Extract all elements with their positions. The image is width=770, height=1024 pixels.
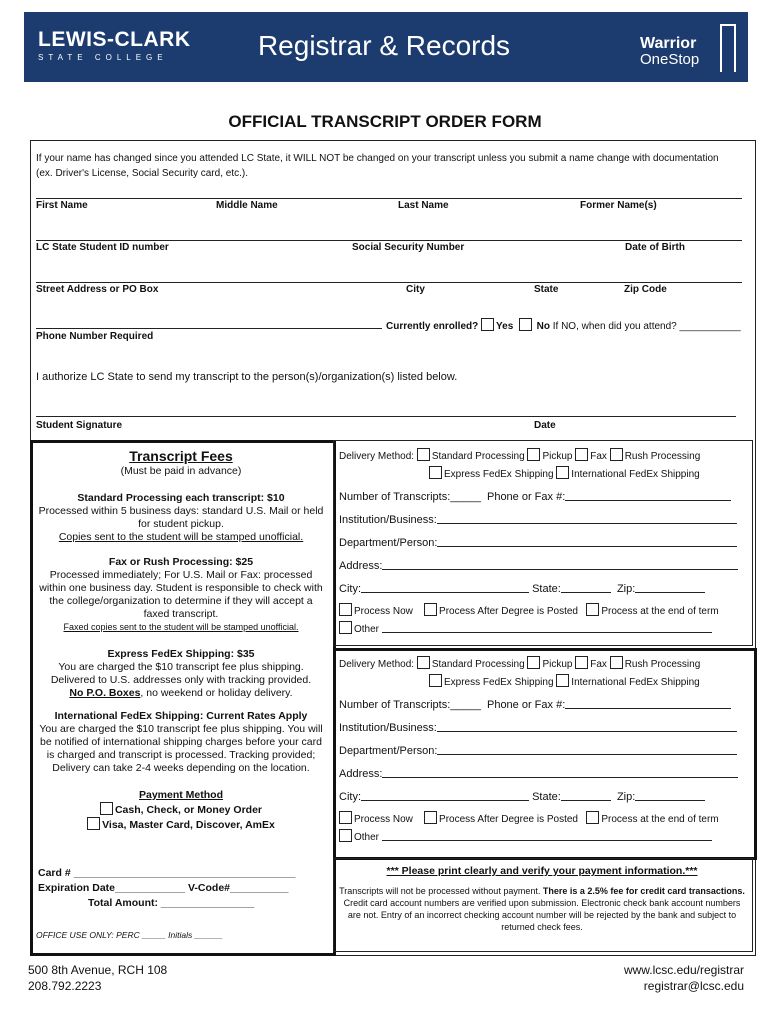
process-after-label-2: Process After Degree is Posted	[439, 814, 578, 825]
logo-sub: STATE COLLEGE	[38, 53, 168, 62]
rush-label-2: Rush Processing	[624, 659, 701, 670]
institution-field[interactable]	[437, 513, 737, 524]
institution-label-2: Institution/Business:	[339, 722, 437, 734]
other-field-2[interactable]	[382, 830, 712, 841]
card-label: Visa, Master Card, Discover, AmEx	[102, 819, 275, 831]
street-label: Street Address or PO Box	[36, 284, 159, 295]
num-label: Number of Transcripts:_____	[339, 491, 481, 503]
process-now-checkbox-2[interactable]	[339, 811, 352, 824]
student-id-label: LC State Student ID number	[36, 242, 169, 253]
logo-onestop: OneStop	[640, 51, 700, 68]
footer-street: 500 8th Avenue, RCH 108	[28, 963, 168, 977]
yes-label: Yes	[496, 321, 514, 332]
no-label: No	[536, 321, 550, 332]
delivery-method-label: Delivery Method:	[339, 451, 415, 462]
city-state-zip-row-2	[339, 790, 749, 803]
department-label: Department/Person:	[339, 537, 438, 549]
address-row	[339, 559, 749, 572]
pickup-checkbox-2[interactable]	[527, 656, 540, 669]
notice-body	[339, 885, 745, 933]
footer-address	[28, 962, 167, 994]
rush-title: Fax or Rush Processing: $25	[108, 556, 254, 568]
zip-label-1: Zip:	[616, 583, 636, 595]
intl-title: International FedEx Shipping: Current Rates Apply	[54, 710, 308, 722]
num-label-2: Number of Transcripts:_____	[339, 699, 481, 711]
process-end-label-2: Process at the end of term	[601, 814, 719, 825]
process-after-label: Process After Degree is Posted	[439, 606, 578, 617]
footer-phone: 208.792.2223	[28, 979, 102, 993]
pickup-checkbox[interactable]	[527, 448, 540, 461]
address-field-2[interactable]	[382, 767, 738, 778]
zip-field[interactable]	[635, 582, 705, 593]
intl-checkbox-2[interactable]	[556, 674, 569, 687]
state-label-2: State:	[532, 791, 561, 803]
pay-cash	[36, 802, 326, 817]
phone-fax-label: Phone or Fax #:	[486, 491, 566, 503]
state-field-2[interactable]	[561, 790, 611, 801]
form-title: OFFICIAL TRANSCRIPT ORDER FORM	[228, 112, 542, 131]
intro-text: If your name has changed since you attended LC State, it WILL NOT be changed on your transcript unless you submit a name change with documentation (ex. Driver's License, Social Security card, etc.).	[36, 153, 719, 179]
last-name-label: Last Name	[398, 200, 449, 211]
enrolled-label: Currently enrolled?	[386, 321, 479, 332]
intl-checkbox[interactable]	[556, 466, 569, 479]
signature-label: Student Signature	[36, 420, 123, 431]
pickup-label-2: Pickup	[542, 659, 573, 670]
rush-checkbox[interactable]	[610, 448, 623, 461]
fax-checkbox[interactable]	[575, 448, 588, 461]
delivery-shipping-row	[429, 466, 749, 480]
date-label: Date	[534, 420, 556, 431]
first-name-label: First Name	[36, 200, 88, 211]
process-now-label: Process Now	[354, 606, 413, 617]
currently-enrolled	[386, 318, 741, 332]
city-label: City	[406, 284, 425, 295]
process-end-checkbox[interactable]	[586, 603, 599, 616]
phone-fax-field[interactable]	[565, 490, 731, 501]
expiration: Expiration Date____________ V-Code#__________	[38, 882, 289, 894]
std-body: Processed within 5 business days: standard U.S. Mail or held for student pickup.	[38, 505, 324, 530]
delivery-shipping-row-2	[429, 674, 749, 688]
intl-label: International FedEx Shipping	[571, 469, 700, 480]
pay-card	[36, 817, 326, 832]
middle-name-label: Middle Name	[216, 200, 278, 211]
process-row-2	[339, 811, 749, 825]
card-number: Card # ______________________________________	[38, 867, 296, 879]
payment-title: Payment Method	[138, 789, 223, 801]
other-row-2	[339, 829, 749, 843]
zip-label: Zip Code	[624, 284, 667, 295]
lewis-clark-logo	[38, 28, 190, 62]
no-checkbox[interactable]	[519, 318, 532, 331]
standard-label: Standard Processing	[431, 451, 525, 462]
intl-body: You are charged the $10 transcript fee plus shipping. You will be notified of international shipping charges before your card is charged and transcript is processed. Tracking provided; Delivery can take 2-4 weeks depending on the location.	[39, 723, 323, 774]
address-field[interactable]	[382, 559, 738, 570]
fedex-checkbox[interactable]	[429, 466, 442, 479]
process-after-checkbox-2[interactable]	[424, 811, 437, 824]
fedex-title: Express FedEx Shipping: $35	[107, 648, 255, 660]
process-now-label-2: Process Now	[354, 814, 413, 825]
notice-body-2: Credit card account numbers are verified upon submission. Electronic check bank account numbers are not. Entry of an incorrect checking account number will be rejected by the bank and subject to returned check fees.	[343, 898, 741, 932]
dob-label: Date of Birth	[625, 242, 685, 253]
process-row	[339, 603, 749, 617]
state-label-1: State:	[532, 583, 561, 595]
no-po-boxes: No P.O. Boxes	[69, 687, 141, 699]
standard-checkbox[interactable]	[417, 448, 430, 461]
footer-web[interactable]: www.lcsc.edu/registrar	[623, 963, 744, 977]
intl-label-2: International FedEx Shipping	[571, 677, 700, 688]
process-end-checkbox-2[interactable]	[586, 811, 599, 824]
address-row-2	[339, 767, 749, 780]
department-row-2	[339, 744, 749, 757]
other-row	[339, 621, 749, 635]
fax-label: Fax	[590, 451, 607, 462]
footer-email[interactable]: registrar@lcsc.edu	[643, 979, 744, 993]
institution-field-2[interactable]	[437, 721, 737, 732]
zip-label-2: Zip:	[616, 791, 636, 803]
city-state-zip-row	[339, 582, 749, 595]
delivery-method-row	[339, 448, 749, 462]
zip-field-2[interactable]	[635, 790, 705, 801]
std-note: Copies sent to the student will be stamped unofficial.	[58, 531, 304, 543]
notice-body-1: Transcripts will not be processed without payment.	[339, 886, 543, 896]
notice-content	[339, 865, 745, 933]
card-checkbox[interactable]	[87, 817, 100, 830]
former-name-label: Former Name(s)	[580, 200, 657, 211]
process-after-checkbox[interactable]	[424, 603, 437, 616]
logo-warrior: Warrior	[640, 35, 697, 52]
fees-subtitle: (Must be paid in advance)	[120, 465, 242, 477]
cash-label: Cash, Check, or Money Order	[114, 804, 263, 816]
rush-checkbox-2[interactable]	[610, 656, 623, 669]
fedex-body-2-rest: , no weekend or holiday delivery.	[140, 687, 293, 699]
transcript-count-row	[339, 490, 749, 503]
address-label-2: Address:	[339, 768, 383, 780]
fax-checkbox-2[interactable]	[575, 656, 588, 669]
page-title: Registrar & Records	[257, 30, 511, 61]
other-field[interactable]	[382, 622, 712, 633]
fees-title: Transcript Fees	[129, 448, 233, 464]
transcript-count-row-2	[339, 698, 749, 711]
department-field[interactable]	[437, 536, 737, 547]
institution-row	[339, 513, 749, 526]
office-use: OFFICE USE ONLY: PERC _____ Initials ______	[36, 930, 223, 940]
standard-checkbox-2[interactable]	[417, 656, 430, 669]
delivery-method-row-2	[339, 656, 749, 670]
authorize-text: I authorize LC State to send my transcript to the person(s)/organization(s) listed below.	[36, 371, 458, 383]
std-title: Standard Processing each transcript: $10	[77, 492, 285, 504]
warrior-onestop-logo	[640, 36, 699, 67]
other-label: Other	[354, 624, 380, 635]
ssn-label: Social Security Number	[352, 242, 465, 253]
header-banner	[24, 12, 748, 82]
city-field-2[interactable]	[361, 790, 529, 801]
delivery-method-label-2: Delivery Method:	[339, 659, 415, 670]
state-field[interactable]	[561, 582, 611, 593]
city-field[interactable]	[361, 582, 529, 593]
department-field-2[interactable]	[437, 744, 737, 755]
total-amount: Total Amount: ________________	[88, 897, 255, 909]
city-label-1: City:	[339, 583, 361, 595]
department-label-2: Department/Person:	[339, 745, 438, 757]
fedex-body-2	[36, 687, 326, 700]
pickup-label: Pickup	[542, 451, 573, 462]
address-label: Address:	[339, 560, 383, 572]
delivery-form-1	[339, 448, 749, 635]
fedex-label: Express FedEx Shipping	[444, 469, 554, 480]
fedex-checkbox-2[interactable]	[429, 674, 442, 687]
logo-main: LEWIS-CLARK	[38, 28, 191, 51]
institution-label: Institution/Business:	[339, 514, 437, 526]
process-now-checkbox[interactable]	[339, 603, 352, 616]
if-no-label: If NO, when did you attend? ___________	[552, 321, 741, 332]
notice-title: *** Please print clearly and verify your payment information.***	[386, 865, 698, 877]
standard-label-2: Standard Processing	[431, 659, 525, 670]
yes-checkbox[interactable]	[481, 318, 494, 331]
fedex-body: You are charged the $10 transcript fee plus shipping. Delivered to U.S. addresses only with tracking provided.	[50, 661, 312, 686]
tower-icon	[720, 24, 736, 72]
city-label-2: City:	[339, 791, 361, 803]
fees-content	[36, 447, 326, 832]
fedex-label-2: Express FedEx Shipping	[444, 677, 554, 688]
delivery-form-2	[339, 656, 749, 843]
other-checkbox[interactable]	[339, 621, 352, 634]
other-label-2: Other	[354, 832, 380, 843]
notice-body-bold: There is a 2.5% fee for credit card transactions.	[542, 886, 745, 896]
cash-checkbox[interactable]	[100, 802, 113, 815]
rush-note: Faxed copies sent to the student will be stamped unofficial.	[63, 622, 299, 632]
department-row	[339, 536, 749, 549]
institution-row-2	[339, 721, 749, 734]
phone-label: Phone Number Required	[36, 331, 154, 342]
rush-label: Rush Processing	[624, 451, 701, 462]
other-checkbox-2[interactable]	[339, 829, 352, 842]
phone-fax-field-2[interactable]	[565, 698, 731, 709]
state-label: State	[534, 284, 559, 295]
process-end-label: Process at the end of term	[601, 606, 719, 617]
footer-contact	[560, 962, 744, 994]
fax-label-2: Fax	[590, 659, 607, 670]
phone-fax-label-2: Phone or Fax #:	[486, 699, 566, 711]
rush-body: Processed immediately; For U.S. Mail or Fax: processed within one business day. Student is responsible to check with the college/organization to determine if they will accept a faxed transcript.	[39, 569, 323, 620]
